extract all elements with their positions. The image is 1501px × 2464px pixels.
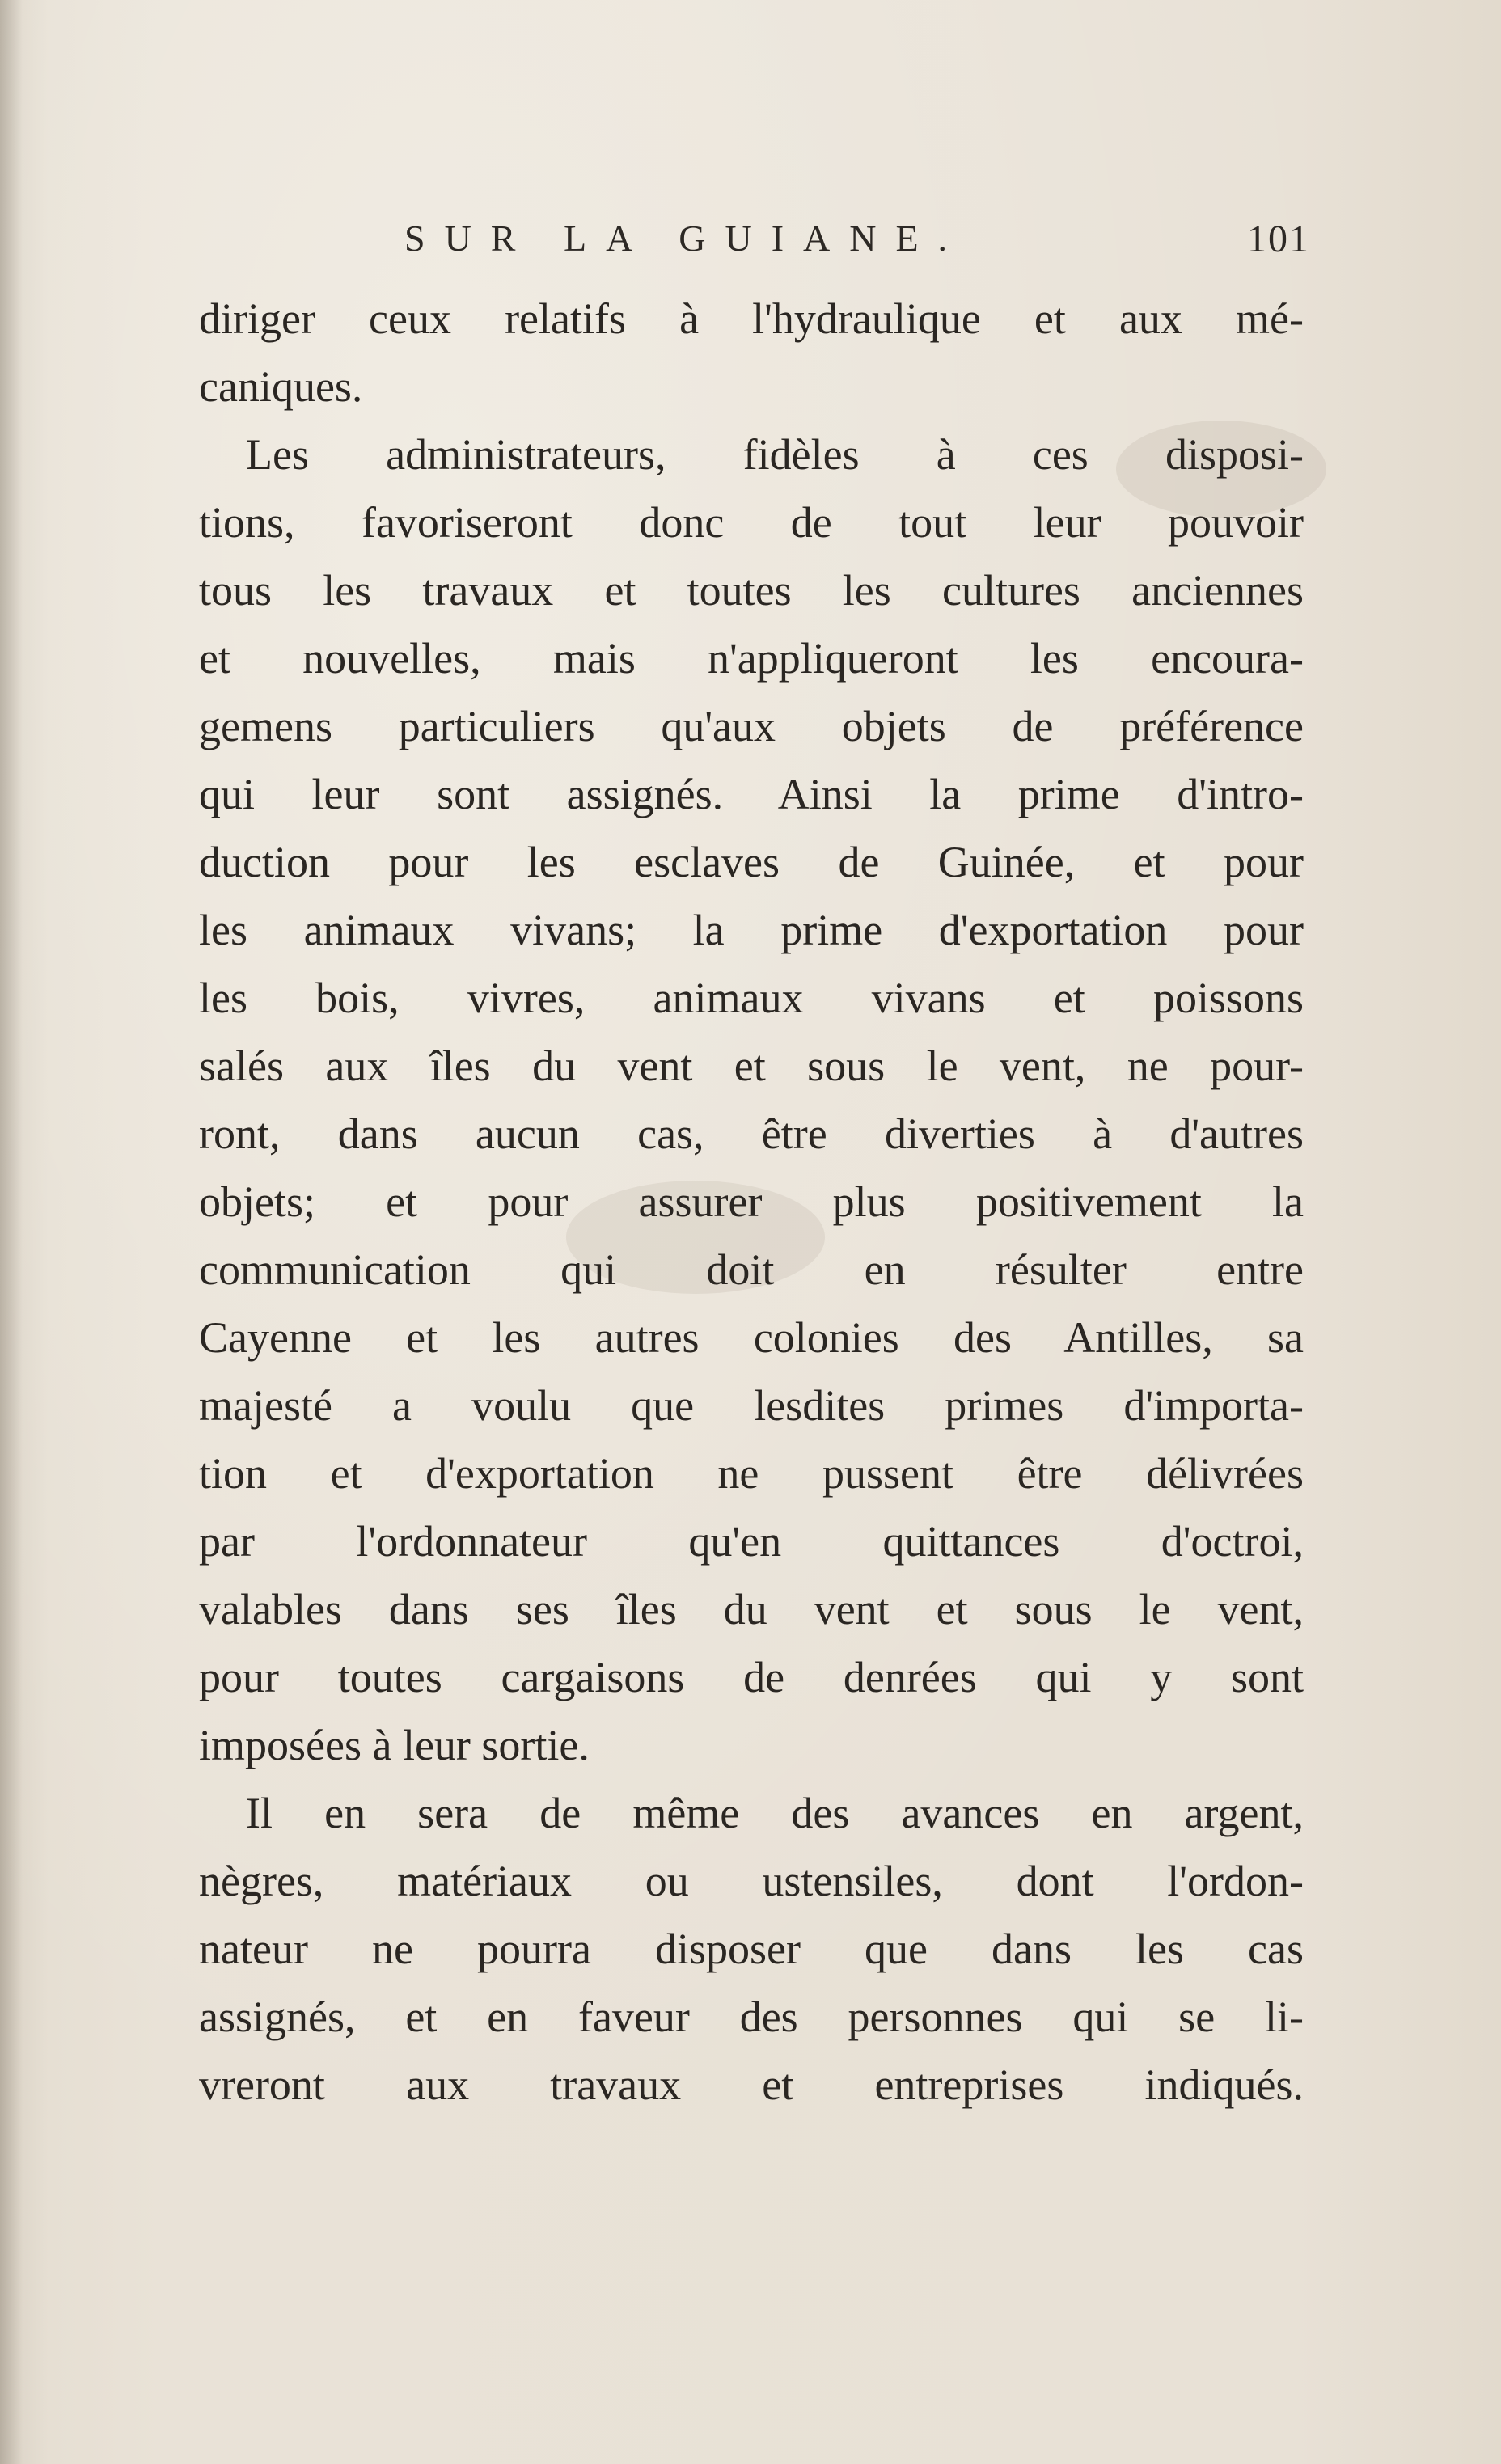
text-line: objets; et pour assurer plus positivement la xyxy=(199,1177,1304,1226)
text-line: qui leur sont assignés. Ainsi la prime d'intro- xyxy=(199,770,1304,818)
paragraph-start-line: Les administrateurs, fidèles à ces disposi- xyxy=(246,430,1304,479)
paragraph-start-line: Il en sera de même des avances en argent, xyxy=(246,1789,1304,1837)
text-line: imposées à leur sortie. xyxy=(199,1721,590,1769)
body-text xyxy=(199,285,1304,2119)
text-line: et nouvelles, mais n'appliqueront les encoura- xyxy=(199,634,1304,683)
text-line: majesté a voulu que lesdites primes d'importa- xyxy=(199,1381,1304,1430)
text-line: communication qui doit en résulter entre xyxy=(199,1245,1304,1294)
text-line: par l'ordonnateur qu'en quittances d'octroi, xyxy=(199,1517,1304,1566)
text-line: tous les travaux et toutes les cultures anciennes xyxy=(199,566,1304,615)
text-line: les bois, vivres, animaux vivans et poissons xyxy=(199,974,1304,1022)
page-number: 101 xyxy=(1247,218,1310,260)
text-line: gemens particuliers qu'aux objets de préférence xyxy=(199,702,1304,750)
text-line: diriger ceux relatifs à l'hydraulique et aux mé- xyxy=(199,294,1304,343)
text-line: duction pour les esclaves de Guinée, et pour xyxy=(199,838,1304,886)
text-line: pour toutes cargaisons de denrées qui y sont xyxy=(199,1653,1304,1701)
running-title: SUR LA GUIANE. xyxy=(404,218,967,259)
text-line: tions, favoriseront donc de tout leur pouvoir xyxy=(199,498,1304,547)
binding-gutter-shadow xyxy=(0,0,23,2464)
text-line: nateur ne pourra disposer que dans les cas xyxy=(199,1925,1304,1973)
text-line: salés aux îles du vent et sous le vent, ne pour- xyxy=(199,1042,1304,1090)
running-header xyxy=(404,217,1310,265)
text-line: Cayenne et les autres colonies des Antilles, sa xyxy=(199,1313,1304,1362)
text-line: ront, dans aucun cas, être diverties à d'autres xyxy=(199,1109,1304,1158)
text-line: tion et d'exportation ne pussent être délivrées xyxy=(199,1449,1304,1498)
text-line: les animaux vivans; la prime d'exportation pour xyxy=(199,906,1304,954)
text-line: nègres, matériaux ou ustensiles, dont l'ordon- xyxy=(199,1857,1304,1905)
text-line: caniques. xyxy=(199,362,363,411)
text-line: vreront aux travaux et entreprises indiqués. xyxy=(199,2060,1304,2109)
text-line: valables dans ses îles du vent et sous le vent, xyxy=(199,1585,1304,1634)
text-line: assignés, et en faveur des personnes qui se li- xyxy=(199,1993,1304,2041)
